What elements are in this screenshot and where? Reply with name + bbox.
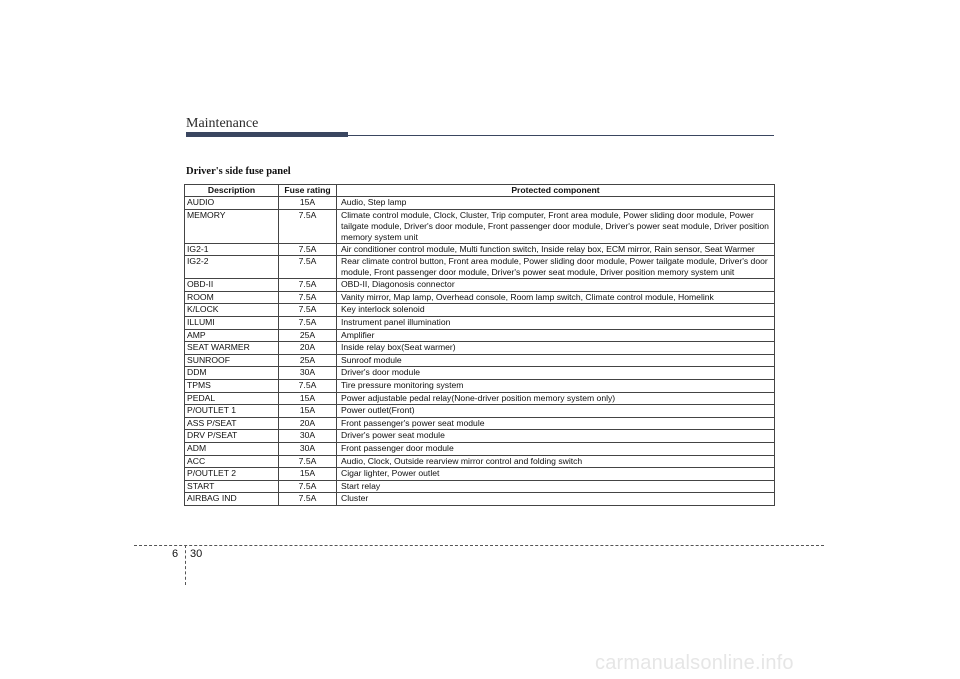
protected-component-cell: Inside relay box(Seat warmer) (337, 342, 775, 355)
table-row (185, 291, 775, 304)
table-row (185, 468, 775, 481)
protected-component-cell: Audio, Step lamp (337, 197, 775, 210)
fuse-rating-cell: 7.5A (279, 316, 337, 329)
table-row (185, 493, 775, 506)
fuse-rating-cell: 15A (279, 392, 337, 405)
fuse-rating-cell: 7.5A (279, 209, 337, 243)
fuse-description-cell: SUNROOF (185, 354, 279, 367)
table-row (185, 279, 775, 292)
protected-component-cell: Power adjustable pedal relay(None-driver position memory system only) (337, 392, 775, 405)
fuse-rating-cell: 30A (279, 430, 337, 443)
table-row (185, 243, 775, 256)
protected-component-cell: Instrument panel illumination (337, 316, 775, 329)
protected-component-cell: Front passenger's power seat module (337, 417, 775, 430)
table-row (185, 480, 775, 493)
fuse-rating-cell: 7.5A (279, 291, 337, 304)
fuse-description-cell: MEMORY (185, 209, 279, 243)
fuse-rating-cell: 20A (279, 417, 337, 430)
table-row (185, 367, 775, 380)
fuse-rating-cell: 7.5A (279, 480, 337, 493)
protected-component-cell: Key interlock solenoid (337, 304, 775, 317)
fuse-rating-cell: 7.5A (279, 304, 337, 317)
fuse-rating-cell: 7.5A (279, 256, 337, 279)
protected-component-cell: Start relay (337, 480, 775, 493)
watermark: carmanualsonline.info (595, 652, 794, 674)
fuse-table (184, 184, 775, 506)
table-row (185, 316, 775, 329)
table-row (185, 354, 775, 367)
fuse-description-cell: ACC (185, 455, 279, 468)
fuse-rating-cell: 7.5A (279, 279, 337, 292)
table-row (185, 209, 775, 243)
table-row (185, 455, 775, 468)
protected-component-cell: Tire pressure monitoring system (337, 379, 775, 392)
fuse-description-cell: AIRBAG IND (185, 493, 279, 506)
column-header-fuse-rating: Fuse rating (279, 185, 337, 197)
table-row (185, 417, 775, 430)
table-row (185, 405, 775, 418)
protected-component-cell: Cigar lighter, Power outlet (337, 468, 775, 481)
fuse-rating-cell: 15A (279, 405, 337, 418)
fuse-description-cell: K/LOCK (185, 304, 279, 317)
column-header-description: Description (185, 185, 279, 197)
fuse-description-cell: START (185, 480, 279, 493)
table-row (185, 256, 775, 279)
footer-vertical-divider (185, 545, 186, 585)
fuse-description-cell: DRV P/SEAT (185, 430, 279, 443)
protected-component-cell: Rear climate control button, Front area module, Power sliding door module, Power tailgate module, Driver's door module, Front passenger door module, Driver's power seat module, Driver position memory system unit (337, 256, 775, 279)
fuse-description-cell: IG2-1 (185, 243, 279, 256)
fuse-rating-cell: 30A (279, 367, 337, 380)
page-number: 30 (190, 548, 203, 560)
table-row (185, 379, 775, 392)
fuse-description-cell: AMP (185, 329, 279, 342)
fuse-description-cell: ILLUMI (185, 316, 279, 329)
fuse-description-cell: P/OUTLET 1 (185, 405, 279, 418)
protected-component-cell: Audio, Clock, Outside rearview mirror control and folding switch (337, 455, 775, 468)
fuse-rating-cell: 30A (279, 442, 337, 455)
page-header-title: Maintenance (186, 116, 259, 131)
protected-component-cell: OBD-II, Diagonosis connector (337, 279, 775, 292)
fuse-rating-cell: 25A (279, 329, 337, 342)
fuse-rating-cell: 15A (279, 197, 337, 210)
table-row (185, 197, 775, 210)
fuse-description-cell: P/OUTLET 2 (185, 468, 279, 481)
table-row (185, 442, 775, 455)
header-rule (186, 135, 774, 136)
fuse-rating-cell: 7.5A (279, 243, 337, 256)
column-header-protected-component: Protected component (337, 185, 775, 197)
table-row (185, 329, 775, 342)
fuse-rating-cell: 15A (279, 468, 337, 481)
fuse-rating-cell: 7.5A (279, 455, 337, 468)
fuse-description-cell: OBD-II (185, 279, 279, 292)
protected-component-cell: Amplifier (337, 329, 775, 342)
fuse-rating-cell: 7.5A (279, 379, 337, 392)
fuse-rating-cell: 25A (279, 354, 337, 367)
fuse-description-cell: SEAT WARMER (185, 342, 279, 355)
section-title: Driver's side fuse panel (186, 166, 291, 177)
protected-component-cell: Sunroof module (337, 354, 775, 367)
protected-component-cell: Air conditioner control module, Multi function switch, Inside relay box, ECM mirror, Rain sensor, Seat Warmer (337, 243, 775, 256)
fuse-description-cell: TPMS (185, 379, 279, 392)
table-row (185, 430, 775, 443)
fuse-description-cell: ADM (185, 442, 279, 455)
table-row (185, 342, 775, 355)
fuse-rating-cell: 20A (279, 342, 337, 355)
fuse-table-body (185, 197, 775, 506)
fuse-description-cell: PEDAL (185, 392, 279, 405)
fuse-description-cell: IG2-2 (185, 256, 279, 279)
fuse-description-cell: DDM (185, 367, 279, 380)
chapter-number: 6 (172, 548, 179, 560)
fuse-description-cell: ASS P/SEAT (185, 417, 279, 430)
protected-component-cell: Front passenger door module (337, 442, 775, 455)
protected-component-cell: Driver's power seat module (337, 430, 775, 443)
footer-divider (134, 545, 824, 546)
protected-component-cell: Climate control module, Clock, Cluster, Trip computer, Front area module, Power sliding door module, Power tailgate module, Driver's door module, Front passenger door module, Driver's power seat module, Driver position memory system unit (337, 209, 775, 243)
fuse-description-cell: ROOM (185, 291, 279, 304)
fuse-description-cell: AUDIO (185, 197, 279, 210)
protected-component-cell: Driver's door module (337, 367, 775, 380)
protected-component-cell: Cluster (337, 493, 775, 506)
protected-component-cell: Vanity mirror, Map lamp, Overhead console, Room lamp switch, Climate control module, Homelink (337, 291, 775, 304)
fuse-rating-cell: 7.5A (279, 493, 337, 506)
protected-component-cell: Power outlet(Front) (337, 405, 775, 418)
table-row (185, 392, 775, 405)
table-row (185, 304, 775, 317)
